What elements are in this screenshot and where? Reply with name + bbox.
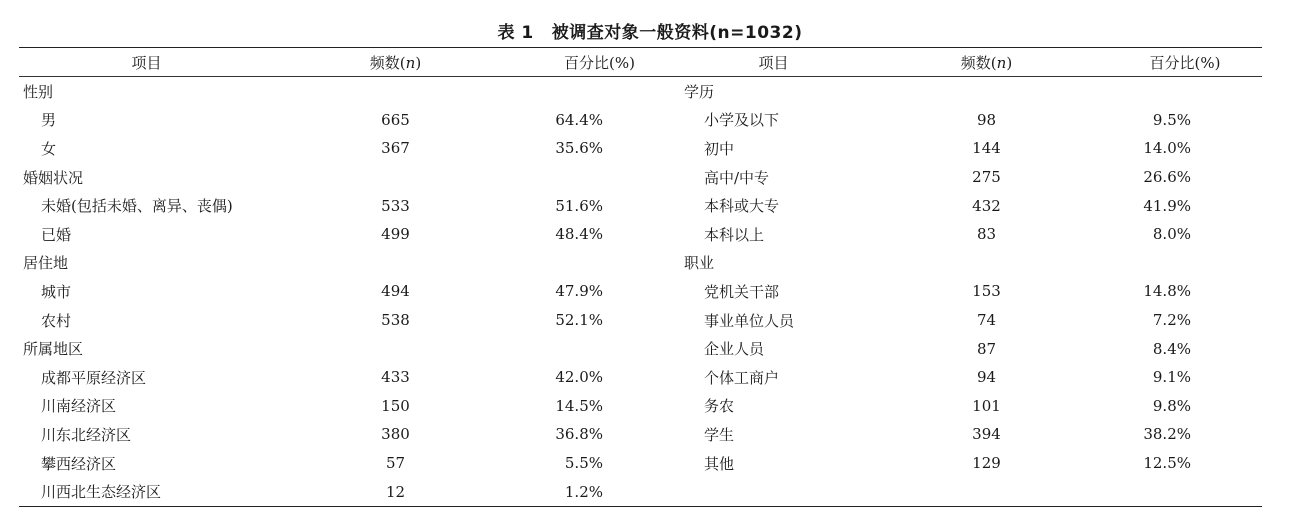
table-row [19, 249, 1262, 278]
right-item-cell: 学历 [684, 82, 715, 101]
table-body [19, 77, 1262, 506]
left-frequency-cell: 150 [381, 396, 410, 415]
left-frequency-cell [274, 77, 517, 106]
left-frequency-cell: 538 [381, 311, 410, 330]
left-item-cell: 居住地 [23, 254, 69, 273]
right-percent-cell: 9.8% [1152, 396, 1191, 415]
right-percent-cell: 12.5% [1143, 454, 1191, 473]
table-title: 被调查对象一般资料(n=1032) [551, 23, 803, 43]
left-percent-cell: 1.2% [564, 482, 603, 501]
table-row [19, 77, 1262, 106]
right-frequency-cell: 144 [972, 139, 1001, 158]
right-frequency-cell: 129 [972, 454, 1001, 473]
left-item-cell: 城市 [41, 282, 72, 301]
right-item-cell: 务农 [704, 397, 735, 416]
left-item-cell: 川东北经济区 [41, 425, 132, 444]
right-percent-cell: 9.5% [1152, 110, 1191, 129]
header-frequency-right: 频数(n) [865, 48, 1108, 77]
header-percent-right: 百分比(%) [1108, 48, 1262, 77]
right-percent-cell: 8.4% [1152, 339, 1191, 358]
left-percent-cell: 5.5% [564, 454, 603, 473]
right-frequency-cell: 275 [972, 168, 1001, 187]
table-caption [0, 18, 1300, 43]
right-percent-cell: 38.2% [1143, 425, 1191, 444]
right-item-cell: 本科以上 [704, 225, 765, 244]
table-row [19, 334, 1262, 363]
right-item-cell: 其他 [704, 454, 735, 473]
table-row [19, 420, 1262, 449]
left-frequency-cell: 499 [381, 225, 410, 244]
left-frequency-cell: 367 [381, 139, 410, 158]
right-item-cell: 事业单位人员 [704, 311, 795, 330]
left-frequency-cell: 533 [381, 196, 410, 215]
right-percent-cell [1108, 249, 1262, 278]
left-percent-cell: 42.0% [555, 368, 603, 387]
right-frequency-cell: 153 [972, 282, 1001, 301]
right-item-cell: 高中/中专 [704, 168, 770, 187]
right-frequency-cell: 101 [972, 396, 1001, 415]
table-row [19, 277, 1262, 306]
right-frequency-cell: 83 [976, 225, 997, 244]
left-item-cell: 已婚 [41, 225, 72, 244]
right-percent-cell: 9.1% [1152, 368, 1191, 387]
right-frequency-cell [865, 249, 1108, 278]
table-row [19, 306, 1262, 335]
left-percent-cell: 51.6% [555, 196, 603, 215]
right-item-cell: 企业人员 [704, 340, 765, 359]
left-frequency-cell [274, 334, 517, 363]
left-item-cell: 成都平原经济区 [41, 368, 147, 387]
right-frequency-cell: 74 [976, 311, 997, 330]
left-percent-cell: 48.4% [555, 225, 603, 244]
left-percent-cell [517, 334, 682, 363]
right-frequency-cell: 432 [972, 196, 1001, 215]
left-frequency-cell: 433 [381, 368, 410, 387]
table-row [19, 106, 1262, 135]
left-percent-cell: 52.1% [555, 311, 603, 330]
right-frequency-cell: 94 [976, 368, 997, 387]
header-item-right: 项目 [682, 48, 865, 77]
right-percent-cell: 41.9% [1143, 196, 1191, 215]
left-percent-cell: 47.9% [555, 282, 603, 301]
left-item-cell: 婚姻状况 [23, 168, 84, 187]
right-item-cell [682, 477, 865, 506]
right-frequency-cell: 394 [972, 425, 1001, 444]
right-percent-cell: 14.0% [1143, 139, 1191, 158]
left-frequency-cell: 665 [381, 110, 410, 129]
right-frequency-cell: 98 [976, 110, 997, 129]
left-percent-cell: 36.8% [555, 425, 603, 444]
left-percent-cell: 14.5% [555, 396, 603, 415]
left-percent-cell: 64.4% [555, 110, 603, 129]
left-item-cell: 女 [41, 139, 57, 158]
right-frequency-cell [865, 477, 1108, 506]
left-percent-cell [517, 249, 682, 278]
left-item-cell: 川南经济区 [41, 397, 117, 416]
left-item-cell: 男 [41, 111, 57, 130]
left-percent-cell: 35.6% [555, 139, 603, 158]
right-item-cell: 初中 [704, 139, 735, 158]
right-item-cell: 学生 [704, 425, 735, 444]
left-frequency-cell [274, 249, 517, 278]
header-item-left: 项目 [19, 48, 274, 77]
left-percent-cell [517, 163, 682, 192]
demographics-table-container [19, 47, 1262, 507]
left-item-cell: 未婚(包括未婚、离异、丧偶) [41, 197, 233, 216]
left-frequency-cell: 12 [385, 482, 406, 501]
left-item-cell: 所属地区 [23, 340, 84, 359]
left-frequency-cell [274, 163, 517, 192]
demographics-table [19, 48, 1262, 506]
table-row [19, 363, 1262, 392]
right-frequency-cell [865, 77, 1108, 106]
left-percent-cell [517, 77, 682, 106]
left-item-cell: 攀西经济区 [41, 454, 117, 473]
left-frequency-cell: 57 [385, 454, 406, 473]
right-frequency-cell: 87 [976, 339, 997, 358]
right-percent-cell [1108, 77, 1262, 106]
left-frequency-cell: 494 [381, 282, 410, 301]
right-percent-cell: 26.6% [1143, 168, 1191, 187]
right-item-cell: 个体工商户 [704, 368, 780, 387]
table-row [19, 392, 1262, 421]
table-row [19, 449, 1262, 478]
header-frequency-left: 频数(n) [274, 48, 517, 77]
table-row [19, 191, 1262, 220]
right-percent-cell: 7.2% [1152, 311, 1191, 330]
header-row [19, 48, 1262, 77]
right-item-cell: 小学及以下 [704, 111, 780, 130]
right-percent-cell: 8.0% [1152, 225, 1191, 244]
table-row [19, 163, 1262, 192]
left-item-cell: 川西北生态经济区 [41, 483, 162, 502]
header-percent-left: 百分比(%) [517, 48, 682, 77]
table-number: 表 1 [497, 23, 534, 43]
right-percent-cell [1108, 477, 1262, 506]
left-item-cell: 农村 [41, 311, 72, 330]
table-row [19, 134, 1262, 163]
left-item-cell: 性别 [23, 82, 54, 101]
right-item-cell: 党机关干部 [704, 282, 780, 301]
table-row [19, 477, 1262, 506]
left-frequency-cell: 380 [381, 425, 410, 444]
right-item-cell: 职业 [684, 254, 715, 273]
right-percent-cell: 14.8% [1143, 282, 1191, 301]
right-item-cell: 本科或大专 [704, 197, 780, 216]
table-row [19, 220, 1262, 249]
